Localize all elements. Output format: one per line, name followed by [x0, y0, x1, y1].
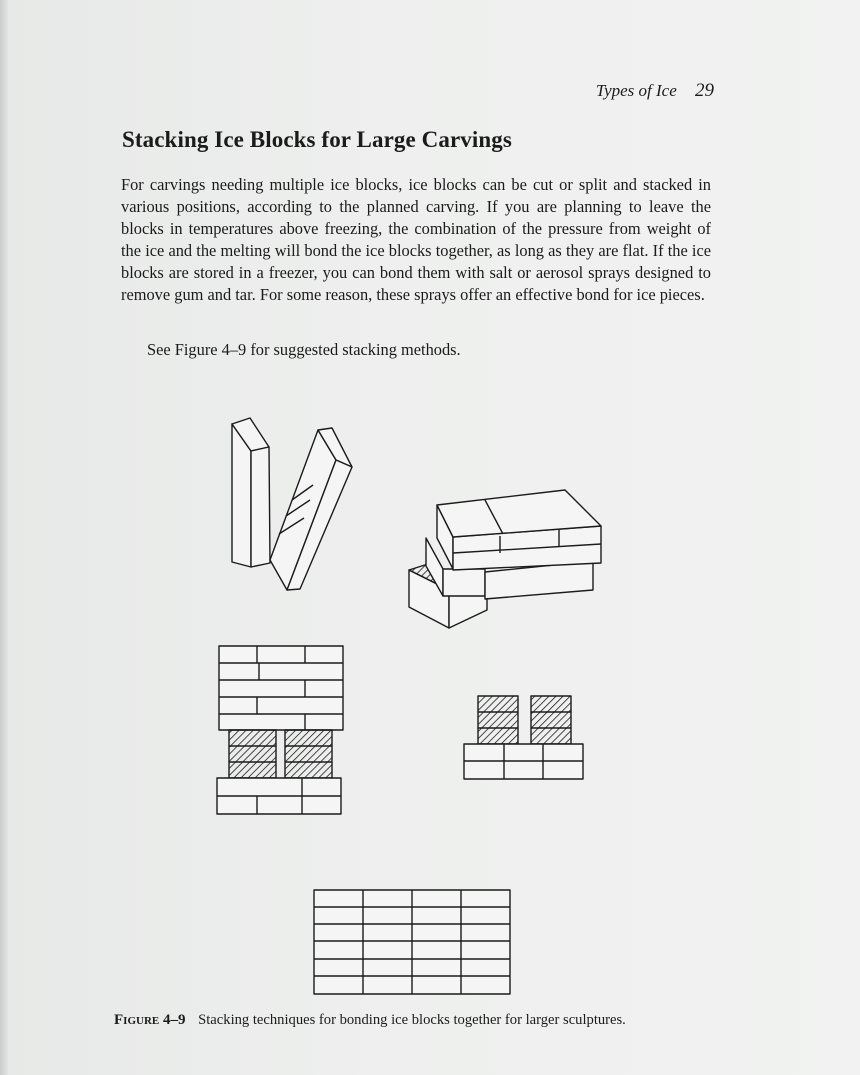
section-heading: Stacking Ice Blocks for Large Carvings: [122, 127, 512, 152]
figure-caption-text: Stacking techniques for bonding ice blocks together for larger sculptures.: [198, 1012, 626, 1028]
grid-wall-drawing: [314, 890, 510, 994]
body-paragraph-1: For carvings needing multiple ice blocks, ice blocks can be cut or split and stacked in various positions, according to the planned carving. If you are planning to leave the blocks in temperatures above freezing, the combination of the pressure from weight of the ice and the melting will bond the ice blocks together, as long as they are flat. If the ice blocks are stored in a freezer, you can bond them with salt or aerosol sprays designed to remove gum and tar. For some reason, these sprays offer an effective bond for ice pieces.: [121, 175, 711, 304]
staggered-stack-drawing: [409, 490, 601, 628]
figure-caption: [114, 1012, 626, 1029]
twin-pillars-drawing: [464, 696, 583, 779]
running-head-section: Types of Ice: [595, 81, 677, 100]
brick-column-drawing: [217, 646, 343, 814]
page-number: 29: [695, 80, 714, 101]
body-paragraph-2: See Figure 4–9 for suggested stacking methods.: [147, 340, 461, 359]
leaning-blocks-drawing: [232, 418, 352, 590]
figure-label: Figure 4–9: [114, 1012, 186, 1028]
